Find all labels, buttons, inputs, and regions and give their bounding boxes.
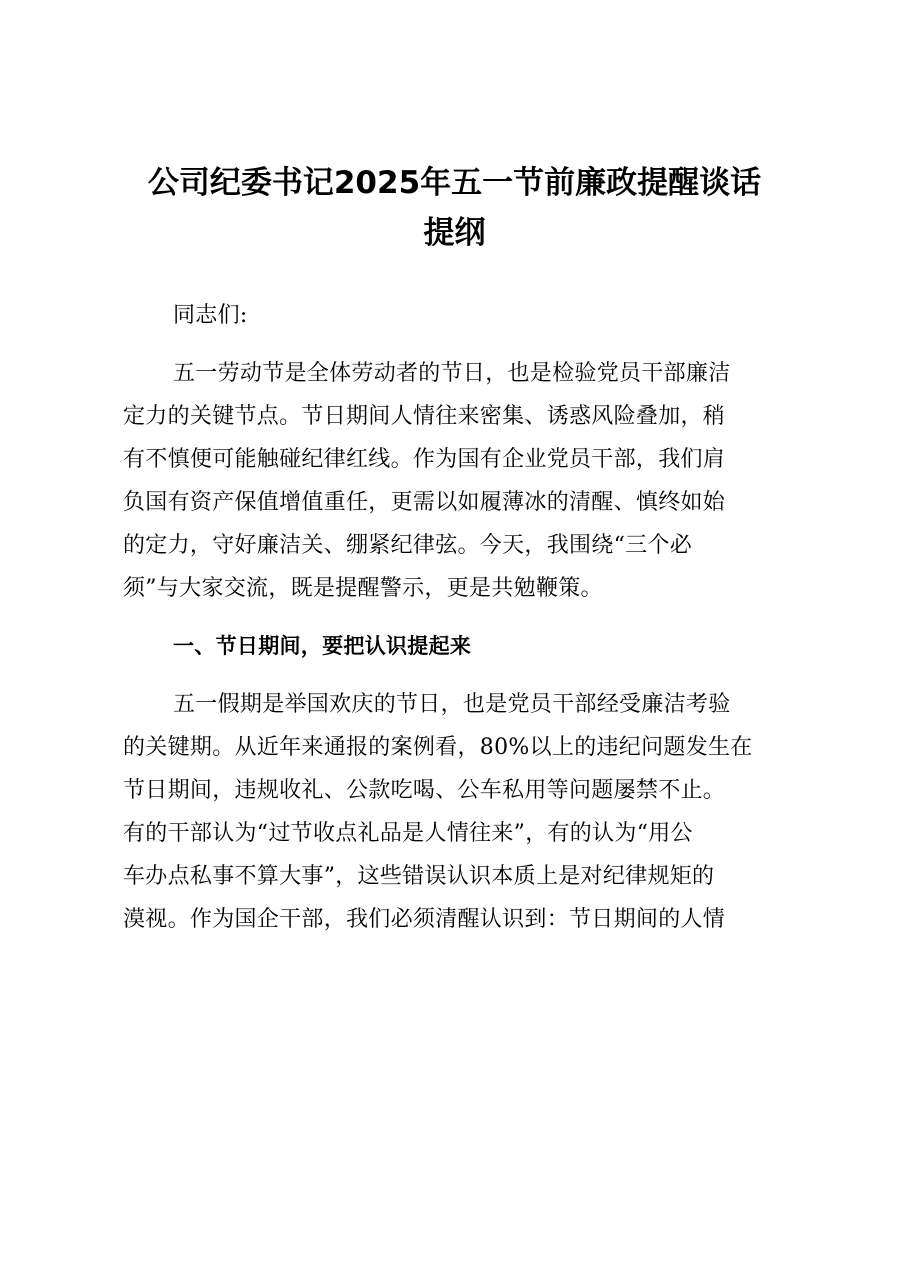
- paragraph-line: 五一劳动节是全体劳动者的节日，也是检验党员干部廉洁: [173, 361, 731, 386]
- paragraph-line: 有不慎便可能触碰纪律红线。作为国有企业党员干部，我们肩: [123, 447, 726, 472]
- section-heading-1: [123, 625, 793, 668]
- paragraph-line: 的关键期。从近年来通报的案例看，80%以上的违纪问题发生在: [123, 735, 753, 760]
- paragraph-line: 负国有资产保值增值重任，更需以如履薄冰的清醒、慎终如始: [123, 490, 726, 515]
- paragraph-section-1: [123, 683, 793, 941]
- salutation: [123, 294, 793, 337]
- document-body: [123, 294, 793, 956]
- paragraph-line: 五一假期是举国欢庆的节日，也是党员干部经受廉洁考验: [173, 692, 731, 717]
- document-title: [120, 158, 789, 258]
- title-line-2: 提纲: [423, 215, 486, 251]
- title-line-1: 公司纪委书记2025年五一节前廉政提醒谈话: [147, 165, 762, 201]
- salutation-text: 同志们:: [173, 303, 248, 328]
- paragraph-line: 的定力，守好廉洁关、绷紧纪律弦。今天，我围绕“三个必: [123, 533, 693, 558]
- paragraph-line: 须”与大家交流，既是提醒警示，更是共勉鞭策。: [123, 576, 603, 601]
- section-heading-text: 一、节日期间，要把认识提起来: [173, 634, 472, 658]
- paragraph-line: 车办点私事不算大事”，这些错误认识本质上是对纪律规矩的: [123, 864, 715, 889]
- paragraph-line: 有的干部认为“过节收点礼品是人情往来”，有的认为“用公: [123, 821, 693, 846]
- paragraph-line: 漠视。作为国企干部，我们必须清醒认识到：节日期间的人情: [123, 907, 726, 932]
- paragraph-line: 定力的关键节点。节日期间人情往来密集、诱惑风险叠加，稍: [123, 404, 726, 429]
- paragraph-intro: [123, 352, 793, 610]
- paragraph-line: 节日期间，违规收礼、公款吃喝、公车私用等问题屡禁不止。: [123, 778, 726, 803]
